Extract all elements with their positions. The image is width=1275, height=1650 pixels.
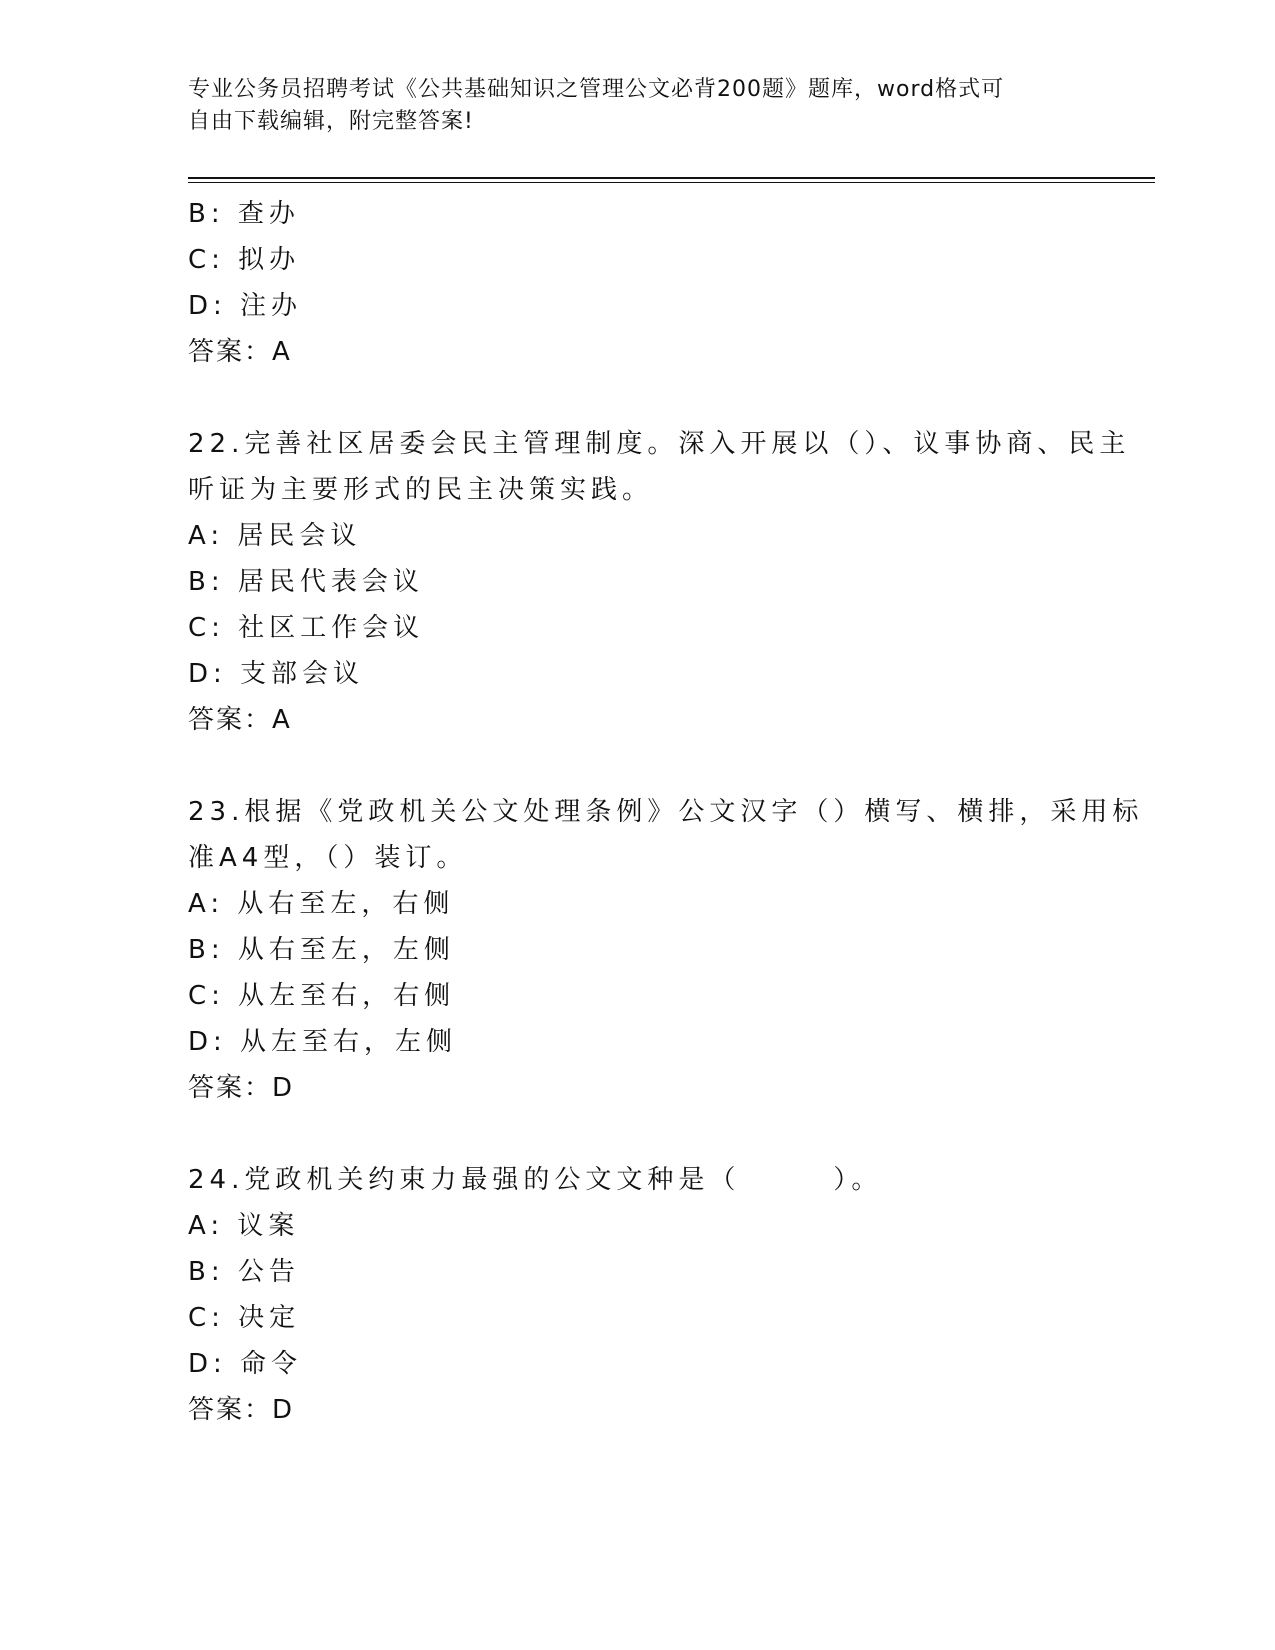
q21-option-d: D: 注办 bbox=[188, 291, 303, 321]
q22-option-b: B: 居民代表会议 bbox=[188, 567, 424, 597]
question-24 bbox=[188, 1157, 1088, 1433]
q23-stem-line-2: 准A4型，（）装订。 bbox=[188, 843, 468, 873]
q22-option-c: C: 社区工作会议 bbox=[188, 613, 425, 643]
q24-option-a: A: 议案 bbox=[188, 1211, 300, 1241]
question-gap bbox=[188, 743, 1088, 789]
q24-stem-line-1: 24.党政机关约束力最强的公文文种是（ ）。 bbox=[188, 1165, 883, 1195]
q23-option-b: B: 从右至左，左侧 bbox=[188, 935, 455, 965]
question-22 bbox=[188, 421, 1131, 743]
q23-option-d: D: 从左至右，左侧 bbox=[188, 1027, 458, 1057]
question-23 bbox=[188, 789, 1144, 1111]
document-header bbox=[188, 74, 1088, 138]
header-line-2: 自由下载编辑，附完整答案! bbox=[188, 109, 474, 134]
q23-stem-line-1: 23.根据《党政机关公文处理条例》公文汉字（）横写、横排，采用标 bbox=[188, 797, 1144, 827]
q24-option-c: C: 决定 bbox=[188, 1303, 301, 1333]
q24-option-b: B: 公告 bbox=[188, 1257, 300, 1287]
q22-stem-line-1: 22.完善社区居委会民主管理制度。深入开展以（）、议事协商、民主 bbox=[188, 429, 1131, 459]
q22-option-d: D: 支部会议 bbox=[188, 659, 365, 689]
question-content bbox=[188, 191, 1144, 1433]
q21-option-b: B: 查办 bbox=[188, 199, 300, 229]
q22-answer: 答案：A bbox=[188, 705, 292, 735]
q23-answer: 答案：D bbox=[188, 1073, 295, 1103]
q24-answer: 答案：D bbox=[188, 1395, 295, 1425]
header-divider-thick bbox=[188, 177, 1155, 179]
question-gap bbox=[188, 1111, 1088, 1157]
q22-stem-line-2: 听证为主要形式的民主决策实践。 bbox=[188, 475, 654, 505]
q24-option-d: D: 命令 bbox=[188, 1349, 303, 1379]
header-divider-thin bbox=[188, 182, 1155, 183]
q23-option-a: A: 从右至左，右侧 bbox=[188, 889, 455, 919]
question-21-continued bbox=[188, 191, 1088, 375]
q22-option-a: A: 居民会议 bbox=[188, 521, 362, 551]
q23-option-c: C: 从左至右，右侧 bbox=[188, 981, 456, 1011]
question-gap bbox=[188, 375, 1088, 421]
header-line-1: 专业公务员招聘考试《公共基础知识之管理公文必背200题》题库，word格式可 bbox=[188, 77, 1005, 102]
q21-answer: 答案：A bbox=[188, 337, 292, 367]
q21-option-c: C: 拟办 bbox=[188, 245, 301, 275]
